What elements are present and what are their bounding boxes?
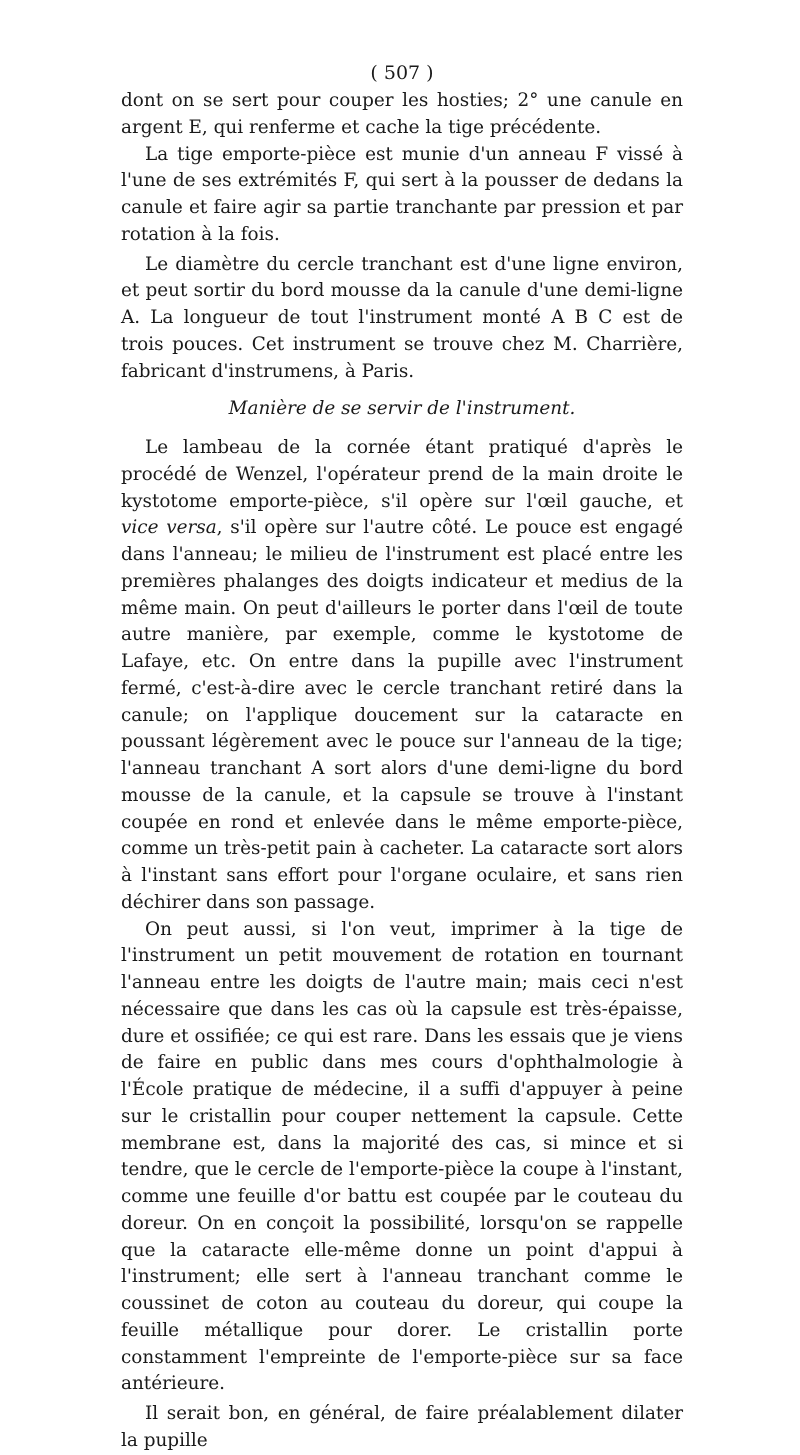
paragraph-rotation: On peut aussi, si l'on veut, imprimer à la tige de l'instrument un petit mouvement de rotation en tournant l'anneau entre les doigts de l'autre main; mais ceci n'est nécessaire que dans les cas où la capsule est très-épaisse, dure et ossifiée; ce qui est rare. Dans les essais que je viens de faire en public dans mes cours d'ophthalmologie à l'École pratique de médecine, il a suffi d'appuyer à peine sur le cristallin pour couper nettement la capsule. Cette membrane est, dans la majorité des cas, si mince et si tendre, que le cercle de l'emporte-pièce la coupe à l'instant, comme une feuille d'or battu est coupée par le couteau du doreur. On en conçoit la possibilité, lorsqu'on se rappelle que la cataracte elle-même donne un point d'appui à l'instrument; elle sert à l'anneau tranchant comme le coussinet de coton au couteau du doreur, qui coupe la feuille métallique pour dorer. Le cristallin porte constamment l'empreinte de l'emporte-pièce sur sa face antérieure. (121, 918, 683, 1395)
paragraph-lambeau (121, 435, 683, 917)
paragraph-diametre: Le diamètre du cercle tranchant est d'une ligne environ, et peut sortir du bord mousse da la canule d'une demi-ligne A. La longueur de tout l'instrument monté A B C est de trois pouces. Cet instrument se trouve chez M. Charrière, fabricant d'instrumens, à Paris. (121, 253, 683, 382)
book-page (121, 60, 683, 1455)
section-title: Manière de se servir de l'instrument. (228, 398, 576, 420)
paragraph-continued: dont on se sert pour couper les hosties; 2° une canule en argent E, qui renferme et cache la tige précédente. (121, 90, 683, 138)
paragraph-lambeau-text-2: , s'il opère sur l'autre côté. Le pouce est engagé dans l'anneau; le milieu de l'instrument est placé entre les premières phalanges des doigts indicateur et medius de la même main. On peut d'ailleurs le porter dans l'œil de toute autre manière, par exemple, comme le kystotome de Lafaye, etc. On entre dans la pupille avec l'instrument fermé, c'est-à-dire avec le cercle tranchant retiré dans la canule; on l'applique doucement sur la cataracte en poussant légèrement avec le pouce sur l'anneau de la tige; l'anneau tranchant A sort alors d'une demi-ligne du bord mousse de la canule, et la capsule se trouve à l'instant coupée en rond et enlevée dans le même emporte-pièce, comme un très-petit pain à cacheter. La cataracte sort alors à l'instant sans effort pour l'organe oculaire, et sans rien déchirer dans son passage. (121, 517, 683, 913)
paragraph-lambeau-italic: vice versa (121, 517, 217, 539)
paragraph-dilater: Il serait bon, en général, de faire préalablement dilater la pupille (121, 1403, 683, 1451)
page-number: ( 507 ) (370, 62, 434, 84)
paragraph-tige: La tige emporte-pièce est munie d'un anneau F vissé à l'une de ses extrémités F, qui sert à la pousser de dedans la canule et faire agir sa partie tranchante par pression et par rotation à la fois. (121, 143, 683, 245)
paragraph-lambeau-text-1: Le lambeau de la cornée étant pratiqué d'après le procédé de Wenzel, l'opérateur prend de la main droite le kystotome emporte-pièce, s'il opère sur l'œil gauche, et (121, 437, 683, 512)
